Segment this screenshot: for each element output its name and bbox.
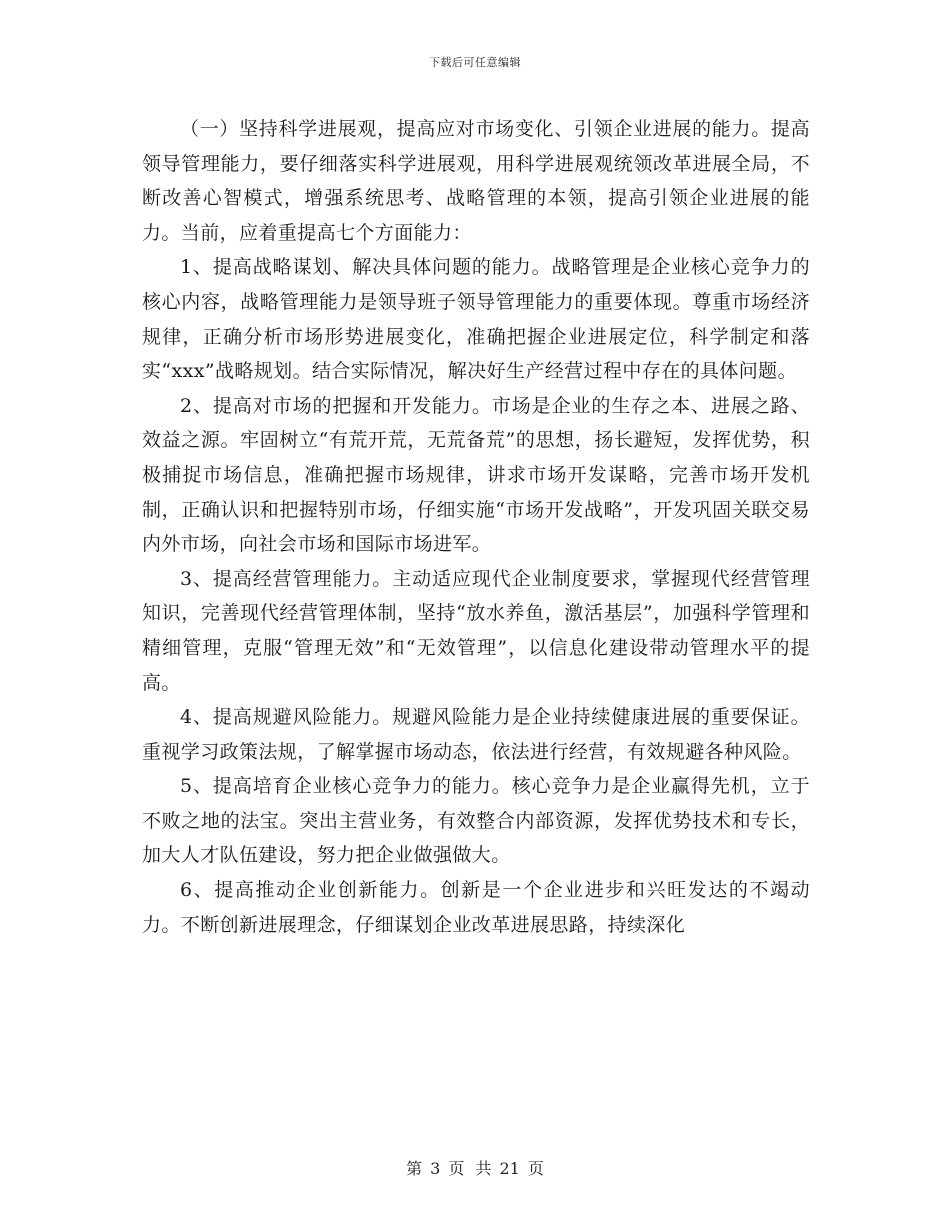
footer-prefix: 第 bbox=[406, 1159, 423, 1178]
paragraph-item-5: 5、提高培育企业核心竞争力的能力。核心竞争力是企业赢得先机，立于不败之地的法宝。突出主营业务，有效整合内部资源，发挥优势技术和专长，加大人才队伍建设，努力把企业做强做大。 bbox=[142, 775, 810, 867]
footer-suffix: 页 bbox=[527, 1159, 544, 1178]
document-body bbox=[142, 112, 810, 942]
paragraph-item-2: 2、提高对市场的把握和开发能力。市场是企业的生存之本、进展之路、效益之源。牢固树立“有荒开荒，无荒备荒”的思想，扬长避短，发挥优势，积极捕捉市场信息，准确把握市场规律，讲求市场开发谋略，完善市场开发机制，正确认识和把握特别市场，仔细实施“市场开发战略”，开发巩固关联交易内外市场，向社会市场和国际市场进军。 bbox=[142, 394, 810, 556]
paragraph-item-1: 1、提高战略谋划、解决具体问题的能力。战略管理是企业核心竞争力的核心内容，战略管理能力是领导班子领导管理能力的重要体现。尊重市场经济规律，正确分析市场形势进展变化，准确把握企业进展定位，科学制定和落实“xxx”战略规划。结合实际情况，解决好生产经营过程中存在的具体问题。 bbox=[142, 256, 810, 383]
footer-middle: 页 共 bbox=[448, 1159, 492, 1178]
page-footer bbox=[0, 1156, 950, 1179]
paragraph-item-3: 3、提高经营管理能力。主动适应现代企业制度要求，掌握现代经营管理知识，完善现代经营管理体制，坚持“放水养鱼，激活基层”，加强科学管理和精细管理，克服“管理无效”和“无效管理”，以信息化建设带动管理水平的提高。 bbox=[142, 567, 810, 694]
paragraph-item-4: 4、提高规避风险能力。规避风险能力是企业持续健康进展的重要保证。重视学习政策法规，了解掌握市场动态，依法进行经营，有效规避各种风险。 bbox=[142, 706, 810, 763]
footer-total-pages: 21 bbox=[499, 1159, 520, 1178]
page-header-note: 下载后可任意编辑 bbox=[429, 56, 521, 69]
paragraph-item-6: 6、提高推动企业创新能力。创新是一个企业进步和兴旺发达的不竭动力。不断创新进展理念，仔细谋划企业改革进展思路，持续深化 bbox=[142, 879, 810, 936]
footer-page-number: 3 bbox=[430, 1159, 441, 1178]
paragraph-intro: （一）坚持科学进展观，提高应对市场变化、引领企业进展的能力。提高领导管理能力，要仔细落实科学进展观，用科学进展观统领改革进展全局，不断改善心智模式，增强系统思考、战略管理的本领，提高引领企业进展的能力。当前，应着重提高七个方面能力： bbox=[142, 118, 810, 244]
